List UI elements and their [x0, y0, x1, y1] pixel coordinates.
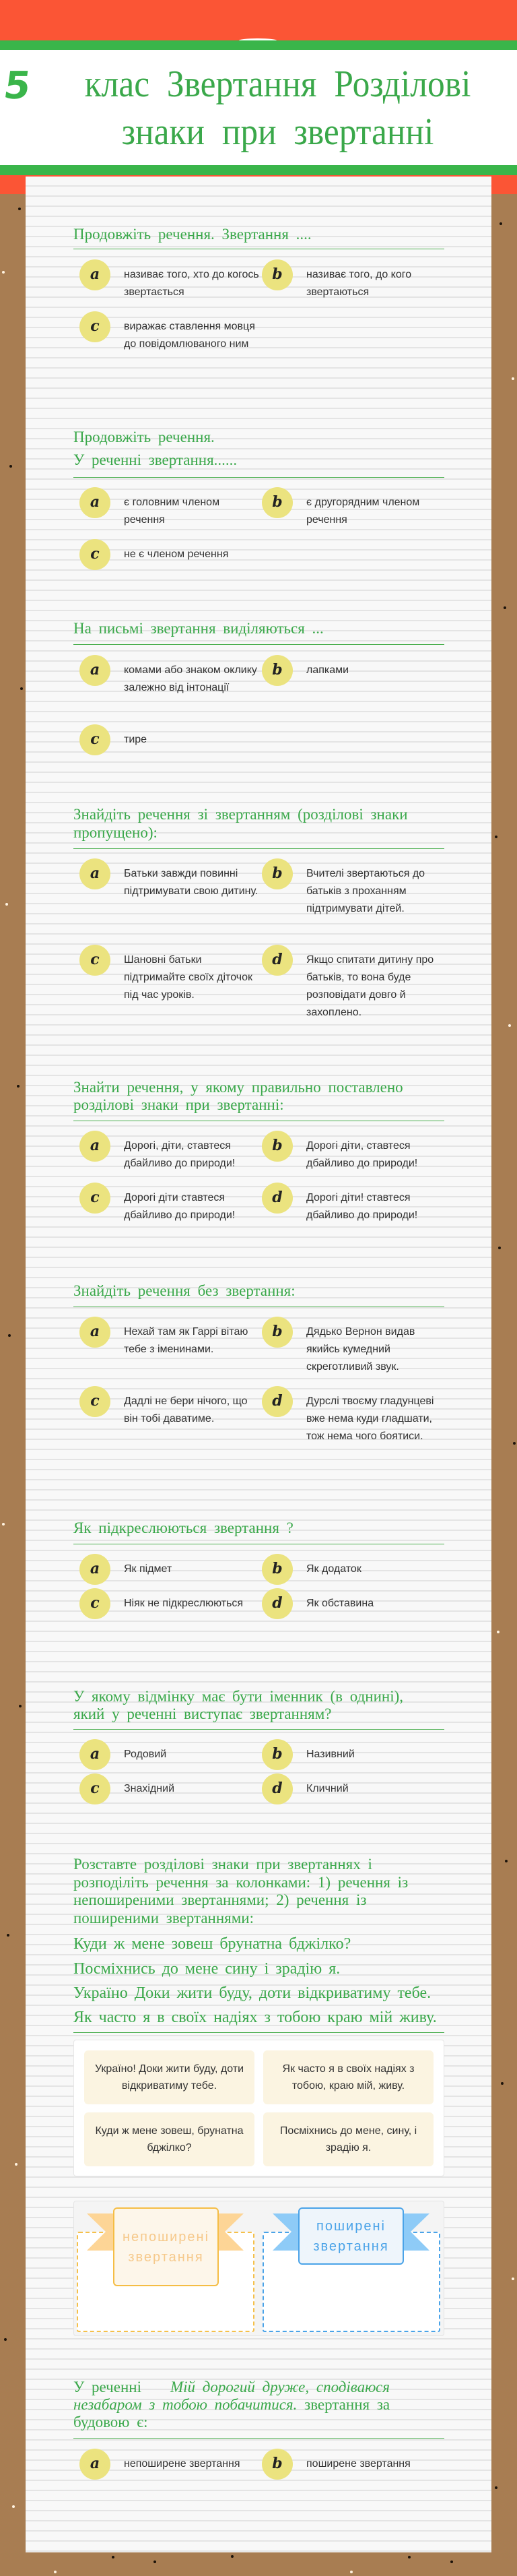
- option-text: лапками: [306, 664, 349, 676]
- cork-dot: [4, 2338, 7, 2341]
- option-letter-badge: b: [262, 487, 293, 518]
- option-letter-badge: a: [79, 487, 110, 518]
- answer-option-b[interactable]: [262, 2449, 444, 2482]
- option-text: Ніяк не підкреслюються: [124, 1598, 244, 1609]
- answer-option-a[interactable]: [79, 487, 261, 526]
- title-line: Знайдіть речення зі звертанням (розділові знаки: [73, 806, 408, 823]
- option-text: Як обставина: [306, 1598, 374, 1609]
- cork-dot: [153, 2561, 156, 2563]
- option-letter-badge: a: [79, 1317, 110, 1348]
- option-letter-badge: b: [262, 1739, 293, 1770]
- cork-dot: [495, 836, 497, 838]
- question-title: [73, 426, 450, 472]
- answer-option-a[interactable]: [79, 259, 261, 298]
- title-line: пропущено):: [73, 824, 158, 841]
- answer-option-a[interactable]: [79, 1554, 261, 1588]
- option-letter-badge: b: [262, 655, 293, 686]
- sorting-task-title: [73, 1856, 450, 1927]
- option-text: Якщо спитати дитину про батьків, то вона буде розповідати довго й захоплено.: [306, 954, 434, 1018]
- answer-option-c[interactable]: [79, 311, 261, 350]
- option-letter-badge: d: [262, 945, 293, 976]
- option-letter-badge: d: [262, 1183, 293, 1214]
- question-title: [73, 1079, 450, 1114]
- option-text: називає того, хто до когось звертається: [124, 269, 259, 298]
- option-letter-badge: a: [79, 2449, 110, 2480]
- question-title: [73, 224, 450, 245]
- cork-dot: [513, 1442, 516, 1445]
- answer-option-b[interactable]: [262, 259, 444, 298]
- cork-dot: [504, 606, 506, 609]
- cork-dot: [508, 1024, 511, 1027]
- option-text: Знахідний: [124, 1783, 174, 1794]
- green-stripe-top: [0, 40, 517, 50]
- option-letter-badge: a: [79, 259, 110, 290]
- option-text: Шановні батьки підтримайте своїх діточок під час уроків.: [124, 954, 252, 1001]
- answer-option-b[interactable]: [262, 858, 444, 914]
- title-line: Продовжіть речення. Звертання ....: [73, 226, 312, 243]
- answer-option-a[interactable]: [79, 2449, 261, 2482]
- answer-option-a[interactable]: [79, 858, 261, 897]
- cork-dot: [2, 271, 5, 274]
- cork-dot: [7, 1934, 9, 1937]
- answer-option-a[interactable]: [79, 1131, 261, 1169]
- cork-dot: [498, 1247, 501, 1249]
- question-title: [73, 805, 450, 842]
- option-letter-badge: c: [79, 1183, 110, 1214]
- cork-dot: [497, 1631, 499, 1633]
- option-letter-badge: a: [79, 1554, 110, 1585]
- divider: [73, 2032, 444, 2033]
- title-line: Продовжіть речення.: [73, 429, 215, 445]
- option-text: Нехай там як Гаррі вітаю тебе з іменинами.: [124, 1326, 248, 1355]
- answer-option-b[interactable]: [262, 1131, 444, 1169]
- cork-dot: [231, 2555, 234, 2558]
- answer-option-d[interactable]: [262, 1588, 444, 1622]
- option-letter-badge: d: [262, 1386, 293, 1417]
- answer-option-d[interactable]: [262, 1183, 444, 1221]
- cork-dot: [9, 465, 12, 468]
- divider: [73, 644, 444, 645]
- option-text: Дорогі діти ставтеся дбайливо до природи!: [124, 1192, 236, 1221]
- cork-dot: [54, 2571, 57, 2573]
- option-letter-badge: b: [262, 2449, 293, 2480]
- option-letter-badge: a: [79, 655, 110, 686]
- column-label-unextended: непоширені звертання: [113, 2207, 219, 2286]
- title-line: У реченні звертання......: [73, 451, 238, 468]
- option-text: Дорогі діти! ставтеся дбайливо до природи!: [306, 1192, 418, 1221]
- answer-option-c[interactable]: [79, 1773, 261, 1807]
- option-text: поширене звертання: [306, 2458, 411, 2470]
- option-text: Вчителі звертаються до батьків з проханням підтримувати дітей.: [306, 868, 425, 914]
- cork-dot: [19, 1705, 22, 1707]
- task-sentence: Куди ж мене зовеш брунатна бджілко?: [73, 1935, 351, 1953]
- title-quote: Мій дорогий друже, сподіваюся незабаром з тобою побачитися.: [73, 2379, 390, 2413]
- option-letter-badge: c: [79, 311, 110, 342]
- title-line: розподіліть речення за колонками: 1) речення із: [73, 1873, 409, 1891]
- divider: [73, 477, 444, 478]
- cork-dot: [408, 2556, 411, 2558]
- option-text: називає того, до кого звертаються: [306, 269, 412, 298]
- task-sentence: Як часто я в своїх надіях з тобою краю мій живу.: [73, 2009, 437, 2026]
- option-letter-badge: c: [79, 1588, 110, 1619]
- cork-dot: [8, 1334, 11, 1337]
- option-text: тире: [124, 734, 147, 745]
- option-text: Дорогі, діти, ставтеся дбайливо до природи!: [124, 1140, 236, 1169]
- option-letter-badge: c: [79, 1773, 110, 1804]
- option-letter-badge: c: [79, 724, 110, 755]
- question-title: [73, 1281, 450, 1301]
- page-title-line2: знаки при звертанні: [121, 111, 434, 153]
- cork-dot: [20, 687, 23, 690]
- cork-dot: [17, 1085, 20, 1088]
- answer-option-c[interactable]: [79, 1588, 261, 1622]
- answer-option-d[interactable]: [262, 1773, 444, 1807]
- title-line: Розставте розділові знаки при звертаннях і: [73, 1856, 372, 1873]
- question-title: [73, 2379, 410, 2431]
- answer-option-c[interactable]: [79, 1386, 261, 1424]
- option-letter-badge: b: [262, 259, 293, 290]
- answer-option-a[interactable]: [79, 655, 261, 693]
- answer-option-d[interactable]: [262, 945, 444, 1018]
- answer-option-c[interactable]: [79, 945, 261, 1001]
- divider: [73, 1729, 444, 1730]
- cork-dot: [12, 2505, 15, 2508]
- answer-option-a[interactable]: [79, 1739, 261, 1773]
- title-line: непоширеними звертаннями; 2) речення із: [73, 1891, 367, 1908]
- option-letter-badge: c: [79, 945, 110, 976]
- option-text: Кличний: [306, 1783, 349, 1794]
- cork-dot: [15, 2163, 18, 2166]
- question-title: [73, 1518, 450, 1538]
- option-text: є другорядним членом речення: [306, 497, 420, 526]
- title-line: На письмі звертання виділяються ...: [73, 620, 324, 637]
- answer-option-b[interactable]: [262, 1554, 444, 1588]
- title-line: поширеними звертаннями:: [73, 1909, 254, 1926]
- option-letter-badge: a: [79, 1739, 110, 1770]
- draggable-answer-card[interactable]: Україно! Доки жити буду, доти відкриватиму тебе.: [84, 2050, 254, 2104]
- option-letter-badge: c: [79, 539, 110, 570]
- option-letter-badge: a: [79, 1131, 110, 1162]
- page-title-line1: клас Звертання Розділові: [84, 63, 471, 105]
- title-line: Знайти речення, у якому правильно поставлено: [73, 1079, 403, 1096]
- cork-dot: [112, 2556, 114, 2558]
- title-suffix: звертання за будовою є:: [73, 2396, 390, 2430]
- divider: [73, 848, 444, 849]
- cork-dot: [505, 1860, 508, 1862]
- option-text: є головним членом речення: [124, 497, 220, 526]
- option-text: Як підмет: [124, 1563, 172, 1575]
- option-text: Дорогі діти, ставтеся дбайливо до природи!: [306, 1140, 418, 1169]
- answer-option-b[interactable]: [262, 655, 444, 689]
- draggable-answer-card[interactable]: Куди ж мене зовеш, брунатна бджілко?: [84, 2112, 254, 2166]
- draggable-answer-card[interactable]: Як часто я в своїх надіях з тобою, краю мій, живу.: [263, 2050, 434, 2104]
- title-line: який у реченні виступає звертанням?: [73, 1705, 332, 1722]
- option-text: комами або знаком оклику залежно від інтонації: [124, 664, 257, 693]
- option-text: Дадлі не бери нічого, що він тобі даватиме.: [124, 1395, 248, 1424]
- option-text: Як додаток: [306, 1563, 361, 1575]
- option-text: непоширене звертання: [124, 2458, 240, 2470]
- answer-option-c[interactable]: [79, 1183, 261, 1221]
- grade-badge: 5: [1, 64, 34, 108]
- answer-option-a[interactable]: [79, 1317, 261, 1355]
- title-line: У якому відмінку має бути іменник (в однині),: [73, 1688, 403, 1705]
- option-text: виражає ставлення мовця до повідомлюваного ним: [124, 321, 255, 350]
- question-title: [73, 1688, 450, 1723]
- draggable-answer-card[interactable]: Посміхнись до мене, сину, і зрадію я.: [263, 2112, 434, 2166]
- cork-dot: [495, 2486, 497, 2489]
- cork-dot: [499, 222, 502, 225]
- option-text: Дурслі твоєму гладунцеві вже нема куди гладшати, тож нема чого боятиси.: [306, 1395, 434, 1442]
- title-line: Як підкреслюються звертання ?: [73, 1519, 294, 1536]
- title-line: Знайдіть речення без звертання:: [73, 1282, 296, 1299]
- cork-dot: [5, 903, 8, 906]
- cork-dot: [450, 2561, 453, 2563]
- option-letter-badge: b: [262, 1317, 293, 1348]
- option-letter-badge: d: [262, 1588, 293, 1619]
- column-label-extended: поширені звертання: [298, 2207, 404, 2265]
- title-prefix: У реченні: [73, 2379, 141, 2395]
- cork-dot: [2, 1523, 5, 1526]
- option-letter-badge: b: [262, 858, 293, 889]
- question-title: [73, 619, 450, 639]
- title-line: розділові знаки при звертанні:: [73, 1096, 284, 1113]
- option-letter-badge: d: [262, 1773, 293, 1804]
- cork-dot: [18, 208, 21, 210]
- cork-dot: [350, 2571, 353, 2573]
- answer-option-b[interactable]: [262, 1317, 444, 1373]
- option-letter-badge: c: [79, 1386, 110, 1417]
- answer-option-b[interactable]: [262, 487, 444, 526]
- answer-option-c[interactable]: [79, 539, 261, 573]
- answer-option-d[interactable]: [262, 1386, 444, 1442]
- divider: [73, 2438, 444, 2439]
- cork-dot: [501, 2082, 504, 2085]
- option-letter-badge: b: [262, 1131, 293, 1162]
- option-letter-badge: b: [262, 1554, 293, 1585]
- option-text: Називний: [306, 1749, 355, 1760]
- top-banner: [0, 0, 517, 40]
- option-text: Дядько Вернон видав якийсь кумедний скреготливий звук.: [306, 1326, 415, 1373]
- option-text: Батьки завжди повинні підтримувати свою дитину.: [124, 868, 258, 897]
- task-sentence: Україно Доки жити буду, доти відкриватиму тебе.: [73, 1984, 432, 2002]
- option-text: Родовий: [124, 1749, 167, 1760]
- option-letter-badge: a: [79, 858, 110, 889]
- cork-dot: [512, 377, 514, 380]
- task-sentence: Посміхнись до мене сину і зрадію я.: [73, 1960, 341, 1978]
- option-text: не є членом речення: [124, 548, 229, 560]
- cork-dot: [512, 2277, 514, 2280]
- green-stripe-bottom: [0, 165, 517, 175]
- answer-option-b[interactable]: [262, 1739, 444, 1773]
- answer-option-c[interactable]: [79, 724, 261, 758]
